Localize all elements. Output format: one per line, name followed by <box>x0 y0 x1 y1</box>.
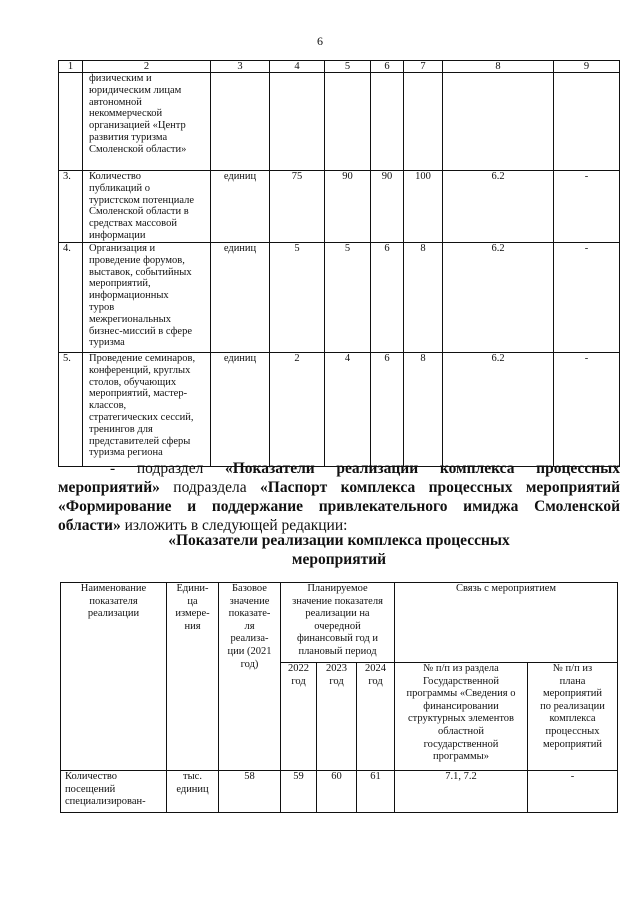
base-value: 2 <box>270 353 325 467</box>
program-link: 6.2 <box>443 353 554 467</box>
value-2022: 59 <box>281 771 317 813</box>
value-2023: 90 <box>371 171 404 243</box>
plan-link: - <box>554 171 620 243</box>
header-base-value: Базовое значение показате- ля реализа- ции (2021 год) <box>219 583 281 771</box>
header-program-link: № п/п из раздела Государственной программы «Сведения о финансировании структурных элементов областной государственной программы» <box>395 663 528 771</box>
column-number: 9 <box>554 61 620 73</box>
value-2024: 8 <box>404 353 443 467</box>
header-link: Связь с мероприятием <box>395 583 618 663</box>
column-number: 6 <box>371 61 404 73</box>
program-link: 6.2 <box>443 243 554 353</box>
indicator-name: Проведение семинаров, конференций, круглых столов, обучающих мероприятий, мастер- классов, стратегических сессий, тренингов для представителей сферы туризма региона <box>83 353 211 467</box>
header-year-2024: 2024 год <box>357 663 395 771</box>
value-2024: 61 <box>357 771 395 813</box>
amendment-paragraph: - подраздел «Показатели реализации комплекса процессных мероприятий» подраздела «Паспорт комплекса процессных мероприятий «Формирование и поддержание привлекательного имиджа Смоленской области» изложить в следующей редакции: <box>58 460 620 534</box>
header-unit: Едини- ца измере- ния <box>167 583 219 771</box>
header-indicator-name: Наименование показателя реализации <box>61 583 167 771</box>
indicator-name: Количество публикаций о туристском потенциале Смоленской области в средствах массовой информации <box>83 171 211 243</box>
header-year-2023: 2023 год <box>317 663 357 771</box>
value-2024: 100 <box>404 171 443 243</box>
column-number: 3 <box>211 61 270 73</box>
row-number: 4. <box>59 243 83 353</box>
column-number: 4 <box>270 61 325 73</box>
row-number: 3. <box>59 171 83 243</box>
indicator-name: физическим и юридическим лицам автономной некоммерческой организацией «Центр развития туризма Смоленской области» <box>83 73 211 171</box>
unit: единиц <box>211 171 270 243</box>
indicators-table-new <box>60 582 618 813</box>
column-number: 1 <box>59 61 83 73</box>
value-2023: 6 <box>371 243 404 353</box>
section-title: «Паспорт комплекса процессных мероприятий «Формирование и поддержание привлекательного имиджа Смоленской области» <box>58 479 620 534</box>
page-number: 6 <box>317 34 323 48</box>
unit: тыс. единиц <box>167 771 219 813</box>
plan-link: - <box>554 243 620 353</box>
base-value: 5 <box>270 243 325 353</box>
table-row <box>59 73 620 171</box>
value-2022: 4 <box>325 353 371 467</box>
column-number: 5 <box>325 61 371 73</box>
base-value: 75 <box>270 171 325 243</box>
base-value: 58 <box>219 771 281 813</box>
value-2024: 8 <box>404 243 443 353</box>
column-number: 8 <box>443 61 554 73</box>
column-number-row <box>59 61 620 73</box>
plan-link: - <box>554 353 620 467</box>
row-number: 5. <box>59 353 83 467</box>
indicator-name: Организация и проведение форумов, выставок, событийных мероприятий, информационных туров межрегиональных бизнес-миссий в сфере туризма <box>83 243 211 353</box>
unit: единиц <box>211 243 270 353</box>
plan-link: - <box>528 771 618 813</box>
header-row <box>61 583 618 663</box>
value-2022: 5 <box>325 243 371 353</box>
header-planned-value: Планируемое значение показателя реализации на очередной финансовый год и плановый период <box>281 583 395 663</box>
new-section-heading: «Показатели реализации комплекса процессных мероприятий <box>168 532 510 568</box>
indicators-table-continued <box>58 60 620 467</box>
table-row <box>59 243 620 353</box>
program-link: 7.1, 7.2 <box>395 771 528 813</box>
indicator-name: Количество посещений специализирован- <box>61 771 167 813</box>
value-2022: 90 <box>325 171 371 243</box>
table-row <box>61 771 618 813</box>
table-row <box>59 171 620 243</box>
value-2023: 60 <box>317 771 357 813</box>
program-link: 6.2 <box>443 171 554 243</box>
column-number: 2 <box>83 61 211 73</box>
unit: единиц <box>211 353 270 467</box>
header-year-2022: 2022 год <box>281 663 317 771</box>
value-2023: 6 <box>371 353 404 467</box>
subsection-title: «Показатели реализации комплекса процессных мероприятий» <box>58 460 620 496</box>
table-row <box>59 353 620 467</box>
header-plan-link: № п/п из плана мероприятий по реализации комплекса процессных мероприятий <box>528 663 618 771</box>
column-number: 7 <box>404 61 443 73</box>
